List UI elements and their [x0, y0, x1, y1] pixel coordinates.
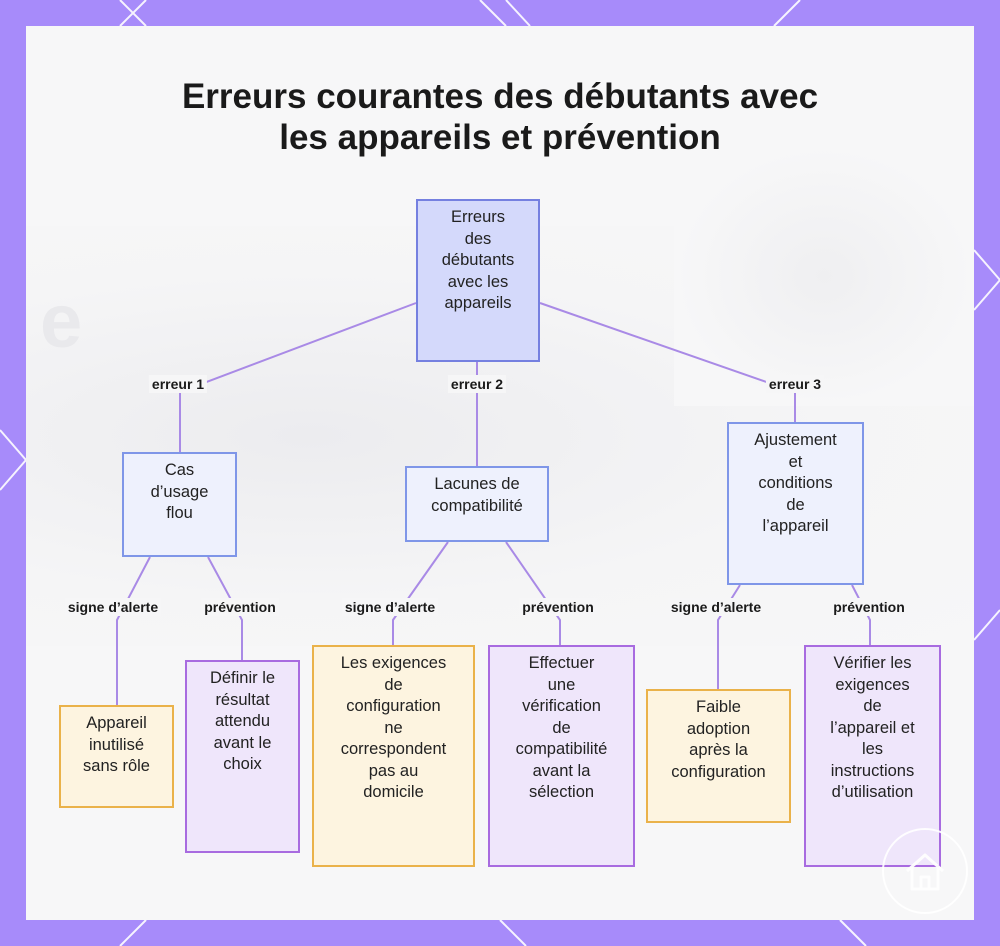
branch-line: flou: [166, 504, 193, 522]
prevention-line: une: [547, 675, 576, 694]
prevention-line: l’appareil et: [830, 718, 915, 737]
branch-line: de: [786, 495, 805, 514]
prevention-node-2: [488, 645, 635, 867]
prevention-line: sélection: [528, 783, 595, 801]
edge-label-b1-prevention: prévention: [201, 598, 279, 616]
edge-label-b2-alert: signe d’alerte: [342, 598, 438, 616]
prevention-line: les: [861, 740, 884, 758]
connector-b2-alert: [393, 542, 448, 645]
prevention-node-3-text: [830, 653, 914, 804]
branch-node-2: [405, 466, 549, 542]
prevention-line: compatibilité: [515, 740, 608, 758]
edge-label-b3-prevention: prévention: [830, 598, 908, 616]
edge-label-b3-alert: signe d’alerte: [668, 598, 764, 616]
connector-root-branch-1: [180, 303, 416, 452]
prevention-line: avant le: [213, 733, 272, 752]
connector-root-branch-3: [540, 303, 795, 422]
alert-node-2: [312, 645, 475, 867]
branch-node-2-text: [431, 474, 523, 517]
connector-b2-prevention: [506, 542, 560, 645]
branch-line: compatibilité: [431, 496, 523, 515]
root-node-text: [442, 207, 514, 315]
branch-line: d’usage: [150, 482, 209, 501]
edge-label-b1-alert: signe d’alerte: [65, 598, 161, 616]
alert-line: domicile: [363, 783, 424, 801]
prevention-line: Définir le: [209, 669, 276, 687]
prevention-line: exigences: [835, 675, 910, 694]
alert-line: ne: [384, 718, 403, 737]
branch-node-3-text: [754, 430, 837, 538]
prevention-line: choix: [223, 755, 262, 773]
prevention-line: Vérifier les: [833, 654, 912, 672]
branch-node-3: [727, 422, 864, 585]
branch-line: Ajustement: [754, 431, 837, 449]
prevention-line: de: [552, 718, 571, 737]
root-line: appareils: [444, 294, 512, 312]
branch-line: et: [788, 452, 803, 471]
alert-line: inutilisé: [88, 735, 144, 754]
alert-node-1-text: [83, 713, 150, 778]
prevention-node-1-text: [210, 668, 275, 776]
alert-line: configuration: [671, 762, 766, 781]
root-line: des: [464, 229, 492, 248]
alert-line: Faible: [696, 698, 741, 716]
prevention-line: attendu: [214, 712, 271, 730]
edge-label-erreur-3: erreur 3: [766, 375, 824, 393]
branch-line: l’appareil: [762, 517, 829, 535]
prevention-line: résultat: [215, 690, 270, 709]
prevention-line: instructions: [830, 761, 915, 780]
prevention-line: de: [863, 697, 882, 715]
branch-line: Lacunes de: [434, 475, 520, 493]
branch-line: conditions: [758, 474, 833, 492]
root-line: débutants: [441, 251, 515, 269]
edge-label-erreur-2: erreur 2: [448, 375, 506, 393]
alert-line: correspondent: [340, 740, 447, 758]
prevention-line: vérification: [522, 697, 601, 715]
prevention-line: d’utilisation: [831, 783, 914, 801]
prevention-node-1: [185, 660, 300, 853]
alert-line: Appareil: [86, 714, 147, 732]
alert-line: après la: [689, 741, 748, 759]
root-node: [416, 199, 540, 362]
branch-line: Cas: [164, 461, 195, 479]
branch-node-1: [122, 452, 237, 557]
prevention-node-2-text: [516, 653, 608, 804]
alert-line: adoption: [686, 719, 751, 738]
alert-line: configuration: [346, 697, 441, 715]
alert-node-3-text: [671, 697, 765, 783]
prevention-line: Effectuer: [528, 654, 595, 672]
prevention-line: avant la: [532, 761, 591, 780]
edge-label-b2-prevention: prévention: [519, 598, 597, 616]
alert-node-1: [59, 705, 174, 808]
alert-line: Les exigences: [340, 654, 447, 672]
alert-line: pas au: [368, 761, 419, 780]
house-icon: [881, 827, 969, 915]
alert-node-3: [646, 689, 791, 823]
title-line-1: Erreurs courantes des débutants avec: [181, 77, 819, 116]
branch-node-1-text: [151, 460, 209, 525]
root-line: Erreurs: [450, 208, 506, 226]
edge-label-erreur-1: erreur 1: [149, 375, 207, 393]
title-line-2: les appareils et prévention: [279, 118, 721, 157]
background-ghost-letter: e: [40, 279, 83, 364]
alert-line: sans rôle: [83, 757, 150, 775]
alert-node-2-text: [341, 653, 447, 804]
connector-b1-alert: [117, 557, 150, 705]
root-line: avec les: [447, 272, 509, 291]
alert-line: de: [384, 675, 403, 694]
